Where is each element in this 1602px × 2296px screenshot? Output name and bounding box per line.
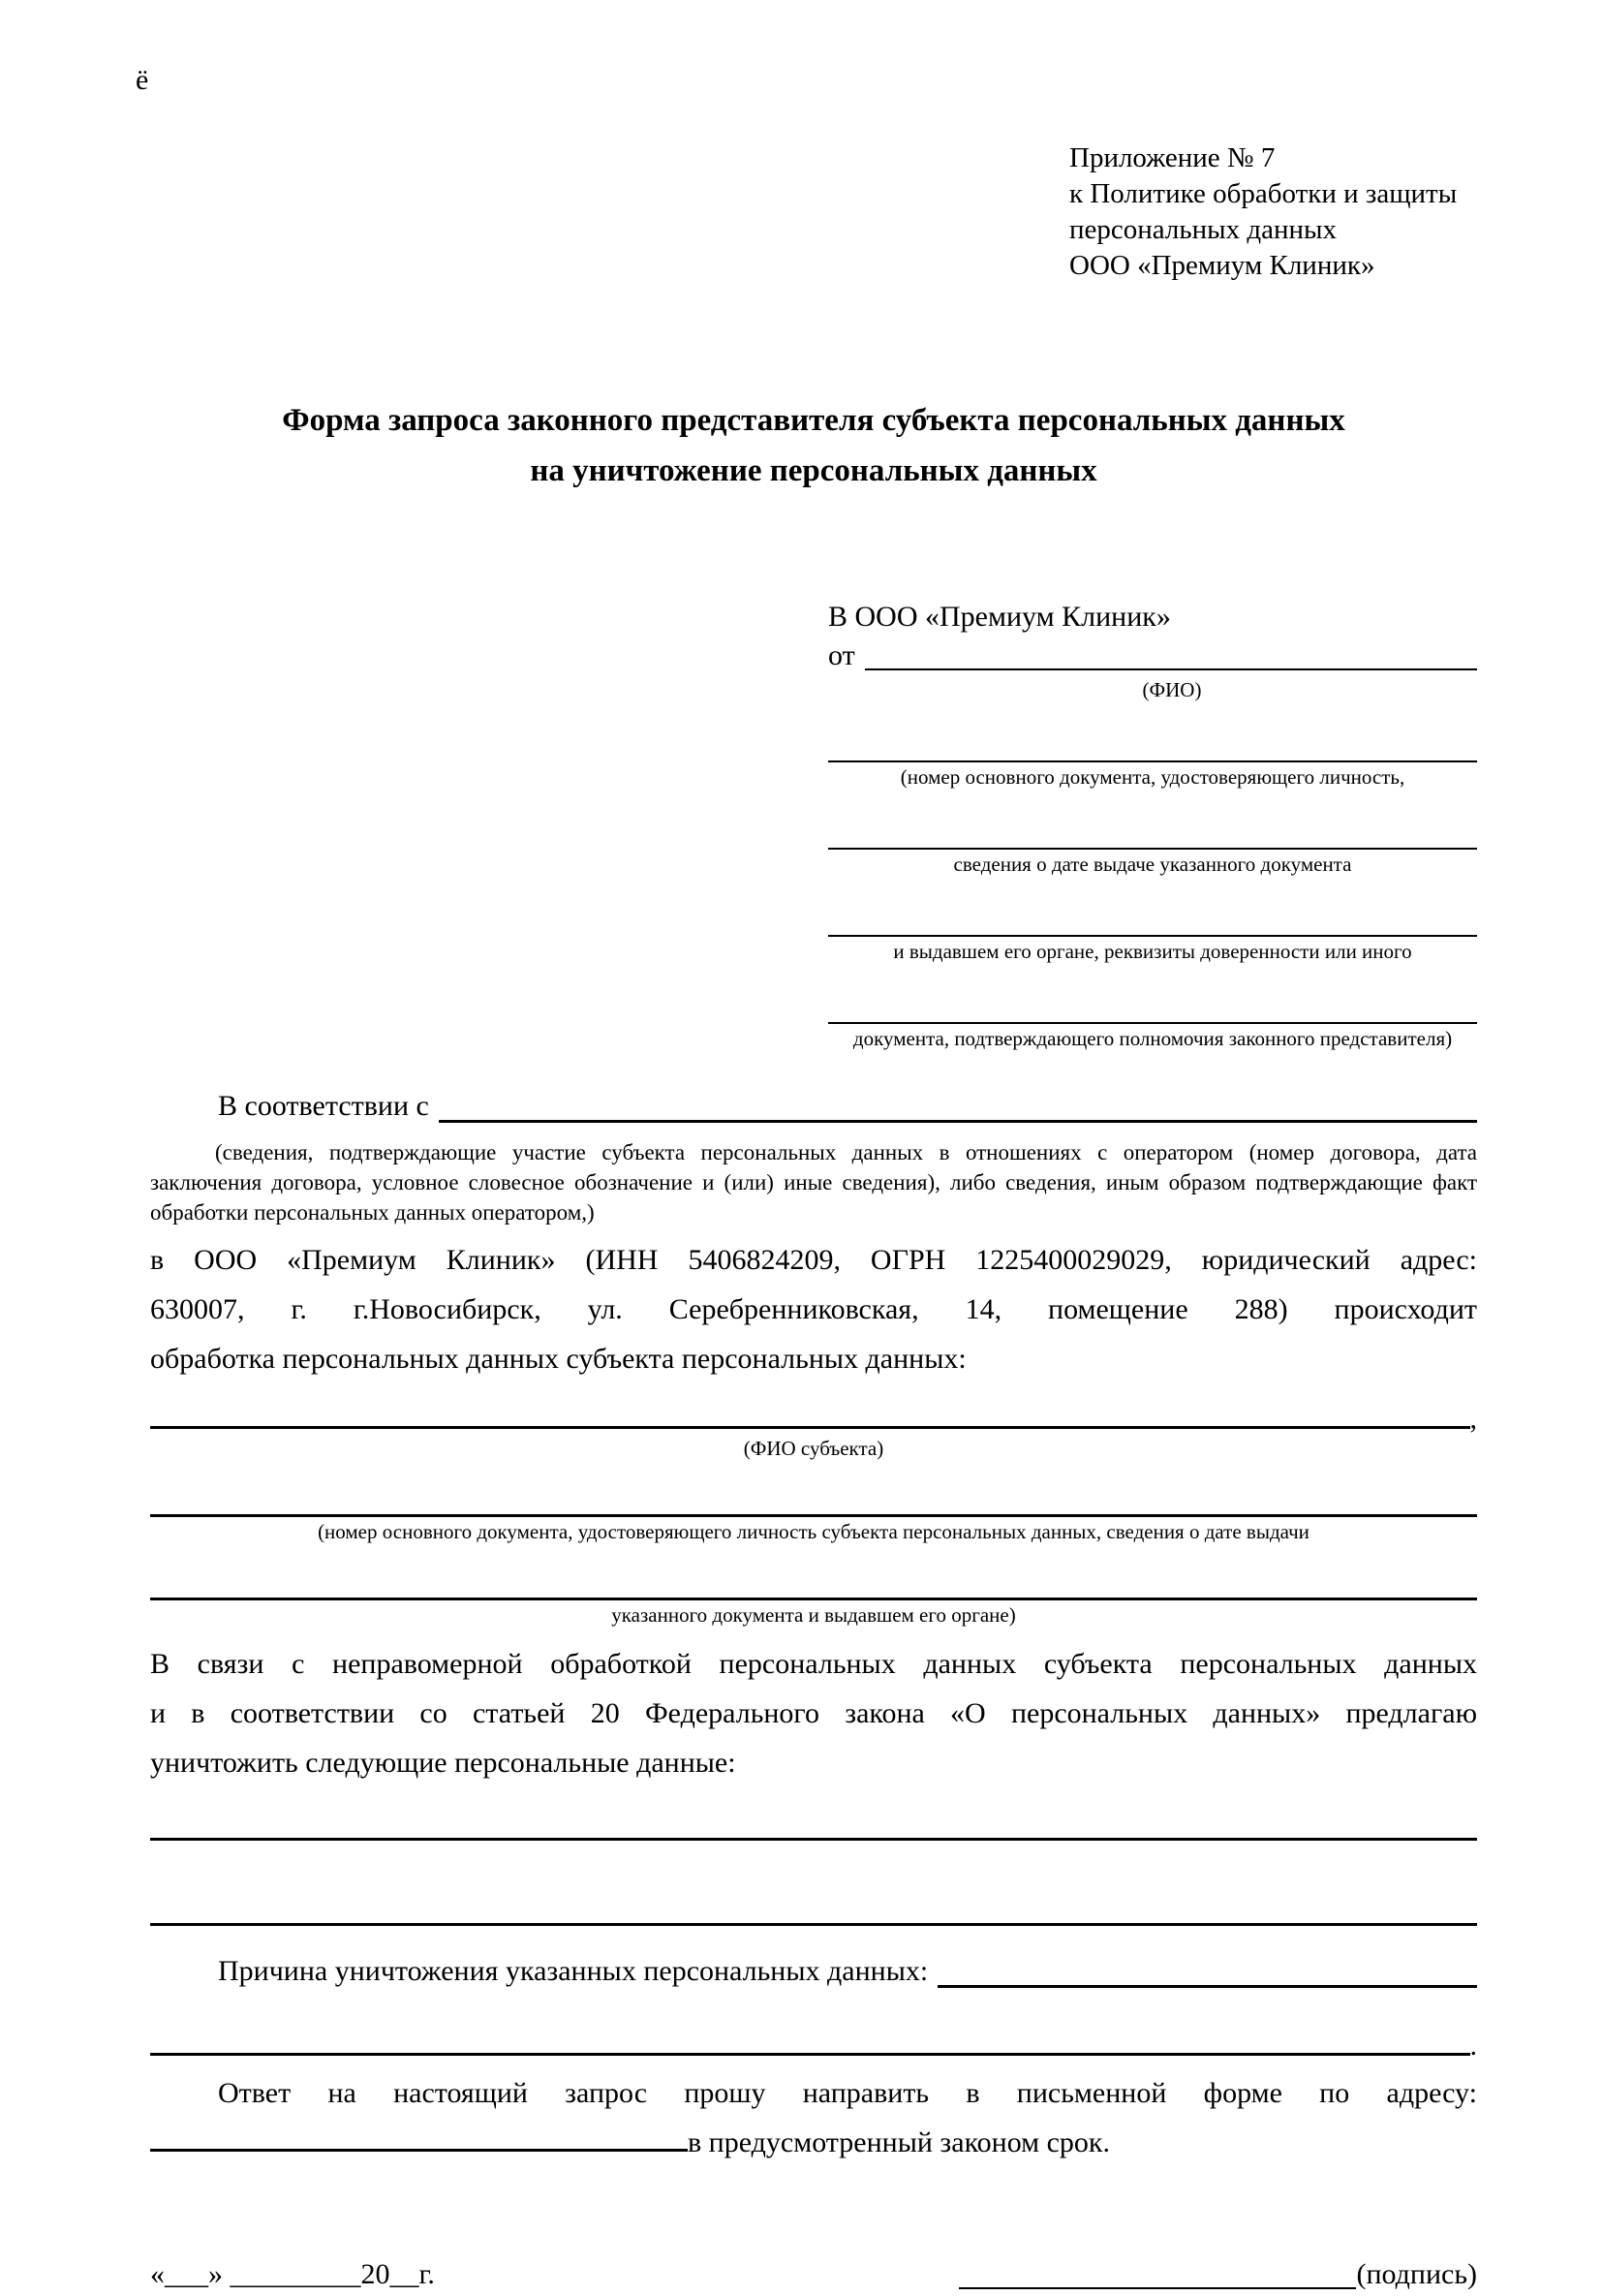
address-field-line xyxy=(150,2123,688,2152)
representative-doc-field-line-2 xyxy=(828,848,1477,850)
cause-label: Причина уничтожения указанных персональных данных: xyxy=(218,1955,929,1987)
trailing-comma: , xyxy=(1469,1403,1477,1435)
representative-doc-caption-3: и выдавшем его органе, реквизиты доверенности или иного xyxy=(893,940,1412,963)
signature-field-line xyxy=(959,2287,1356,2289)
subject-doc-field-line-2 xyxy=(150,1598,1477,1600)
destruction-paragraph xyxy=(150,1639,1477,1787)
operator-line-1: в ООО «Премиум Клиник» (ИНН 5406824209, ОГРН 1225400029029, юридический адрес: xyxy=(150,1244,1477,1276)
representative-doc-field-line-3 xyxy=(828,935,1477,937)
operator-paragraph xyxy=(150,1235,1477,1383)
representative-doc-caption-2: сведения о дате выдаче указанного документа xyxy=(953,853,1352,876)
small-print-note xyxy=(150,1137,1477,1227)
trailing-period: . xyxy=(1469,2030,1477,2062)
cause-continuation-line xyxy=(150,2032,1470,2056)
subject-doc-caption-1: (номер основного документа, удостоверяющего личность субъекта персональных данных, сведения о дате выдачи xyxy=(318,1520,1309,1543)
operator-line-2: 630007, г. г.Новосибирск, ул. Серебренниковская, 14, помещение 288) происходит xyxy=(150,1293,1477,1325)
representative-doc-field-line-1 xyxy=(828,760,1477,762)
appendix-line-3: персональных данных xyxy=(1069,214,1338,245)
appendix-line-4: ООО «Премиум Клиник» xyxy=(1069,250,1375,281)
subject-fio-row xyxy=(150,1405,1477,1434)
destruction-line-2: и в соответствии со статьей 20 Федерального закона «О персональных данных» предлагаю xyxy=(150,1697,1477,1729)
subject-doc-field-line-1 xyxy=(150,1514,1477,1517)
representative-doc-field-line-4 xyxy=(828,1022,1477,1024)
signature-group xyxy=(959,2253,1477,2296)
accordance-field-line xyxy=(439,1085,1477,1123)
small-print-line-2: заключения договора, условное словесное обозначение и (или) иные сведения), либо сведения, иным образом подтверждающие факт xyxy=(150,1170,1477,1195)
appendix-line-1: Приложение № 7 xyxy=(1069,142,1276,173)
appendix-line-2: к Политике обработки и защиты xyxy=(1069,178,1458,209)
answer-tail: в предусмотренный законом срок. xyxy=(688,2126,1110,2158)
data-blank-line-1 xyxy=(150,1838,1477,1841)
document-title xyxy=(150,395,1477,496)
fio-field-line xyxy=(865,636,1477,670)
answer-paragraph: Ответ на настоящий запрос прошу направить в письменной форме по адресу: xyxy=(218,2077,1477,2109)
cause-field-line xyxy=(938,1950,1477,1988)
addressee-from-row xyxy=(828,636,1477,675)
destruction-line-1: В связи с неправомерной обработкой персональных данных субъекта персональных данных xyxy=(150,1648,1477,1680)
title-line-1: Форма запроса законного представителя субъекта персональных данных xyxy=(282,403,1345,438)
accordance-label: В соответствии с xyxy=(218,1090,429,1122)
accordance-row xyxy=(150,1085,1477,1128)
appendix-note xyxy=(1069,140,1477,284)
fio-caption: (ФИО) xyxy=(1142,678,1202,701)
date-line: «___» _________20__г. xyxy=(150,2258,435,2290)
address-row xyxy=(150,2122,1477,2164)
subject-fio-field-line xyxy=(150,1405,1470,1429)
destruction-line-3: уничтожить следующие персональные данные: xyxy=(150,1747,736,1779)
signature-caption: (подпись) xyxy=(1356,2258,1477,2290)
subject-doc-caption-2: указанного документа и выдавшем его органе) xyxy=(611,1603,1016,1627)
representative-doc-caption-1: (номер основного документа, удостоверяющего личность, xyxy=(900,765,1405,789)
subject-fio-caption: (ФИО субъекта) xyxy=(743,1437,884,1460)
addressee-block xyxy=(828,598,1477,1051)
small-print-line-3: обработки персональных данных оператором,) xyxy=(150,1200,595,1225)
stray-character: ё xyxy=(136,64,149,96)
small-print-line-1: (сведения, подтверждающие участие субъекта персональных данных в отношениях с оператором (номер договора, дата xyxy=(215,1140,1477,1164)
addressee-from-label: от xyxy=(828,639,855,671)
title-line-2: на уничтожение персональных данных xyxy=(530,453,1097,488)
cause-continuation-row xyxy=(150,2032,1477,2061)
representative-doc-caption-4: документа, подтверждающего полномочия законного представителя) xyxy=(852,1027,1453,1050)
addressee-to: В ООО «Премиум Клиник» xyxy=(828,601,1171,633)
cause-row xyxy=(150,1950,1477,1993)
data-blank-line-2 xyxy=(150,1923,1477,1926)
operator-line-3: обработка персональных данных субъекта персональных данных: xyxy=(150,1343,967,1375)
footer-row xyxy=(150,2253,1477,2296)
